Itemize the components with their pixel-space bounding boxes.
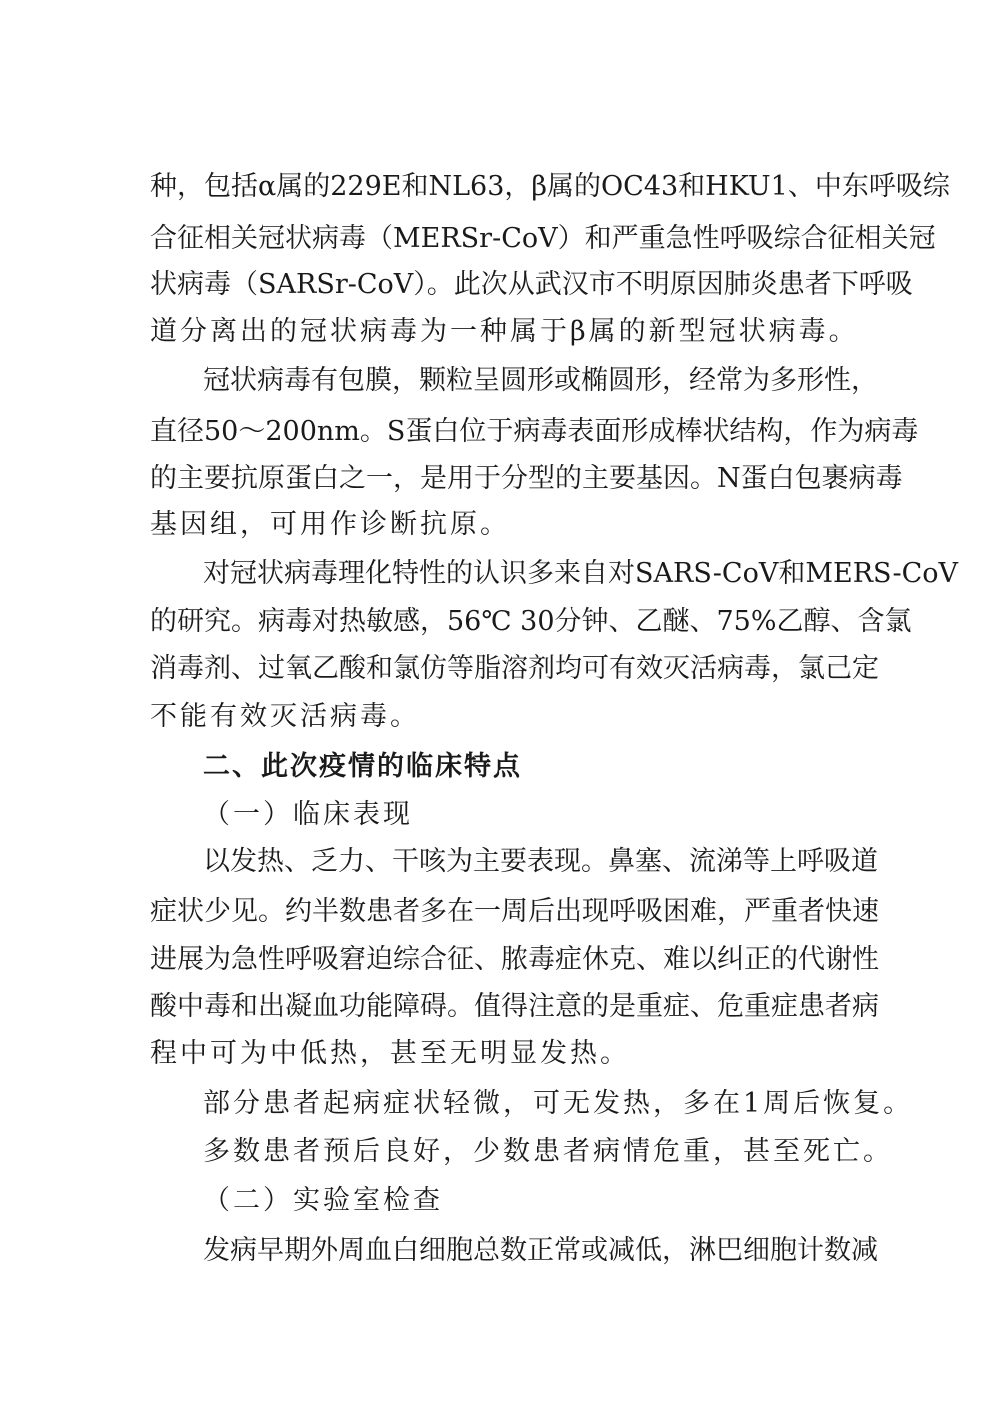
text-line: 的主要抗原蛋白之一，是用于分型的主要基因。N蛋白包裹病毒	[150, 463, 903, 494]
text-line: 种，包括α属的229E和NL63，β属的OC43和HKU1、中东呼吸综	[150, 171, 950, 202]
subsection-heading: （一）临床表现	[203, 799, 413, 830]
text-line: 程中可为中低热，甚至无明显发热。	[150, 1038, 630, 1069]
paragraph-line: 多数患者预后良好，少数患者病情危重，甚至死亡。	[203, 1136, 893, 1167]
section-heading: 二、此次疫情的临床特点	[203, 751, 522, 782]
text-line: 合征相关冠状病毒（MERSr-CoV）和严重急性呼吸综合征相关冠	[150, 223, 936, 254]
text-line: 基因组，可用作诊断抗原。	[150, 509, 510, 540]
text-line: 的研究。病毒对热敏感，56℃ 30分钟、乙醚、75%乙醇、含氯	[150, 606, 912, 637]
text-line: 状病毒（SARSr-CoV）。此次从武汉市不明原因肺炎患者下呼吸	[150, 269, 913, 300]
subsection-heading: （二）实验室检查	[203, 1185, 443, 1216]
text-line: 不能有效灭活病毒。	[150, 701, 420, 732]
paragraph-start-line: 冠状病毒有包膜，颗粒呈圆形或椭圆形，经常为多形性，	[203, 365, 878, 396]
paragraph-line: 部分患者起病症状轻微，可无发热，多在1周后恢复。	[203, 1088, 914, 1119]
text-line: 进展为急性呼吸窘迫综合征、脓毒症休克、难以纠正的代谢性	[150, 944, 879, 975]
text-line: 道分离出的冠状病毒为一种属于β属的新型冠状病毒。	[150, 316, 859, 347]
paragraph-start-line: 对冠状病毒理化特性的认识多来自对SARS-CoV和MERS-CoV	[203, 558, 959, 589]
text-line: 酸中毒和出凝血功能障碍。值得注意的是重症、危重症患者病	[150, 991, 879, 1022]
paragraph-start-line: 发病早期外周血白细胞总数正常或减低，淋巴细胞计数减	[203, 1235, 878, 1266]
text-line: 消毒剂、过氧乙酸和氯仿等脂溶剂均可有效灭活病毒，氯己定	[150, 653, 879, 684]
paragraph-start-line: 以发热、乏力、干咳为主要表现。鼻塞、流涕等上呼吸道	[203, 846, 878, 877]
text-line: 直径50～200nm。S蛋白位于病毒表面形成棒状结构，作为病毒	[150, 416, 919, 447]
text-line: 症状少见。约半数患者多在一周后出现呼吸困难，严重者快速	[150, 896, 879, 927]
